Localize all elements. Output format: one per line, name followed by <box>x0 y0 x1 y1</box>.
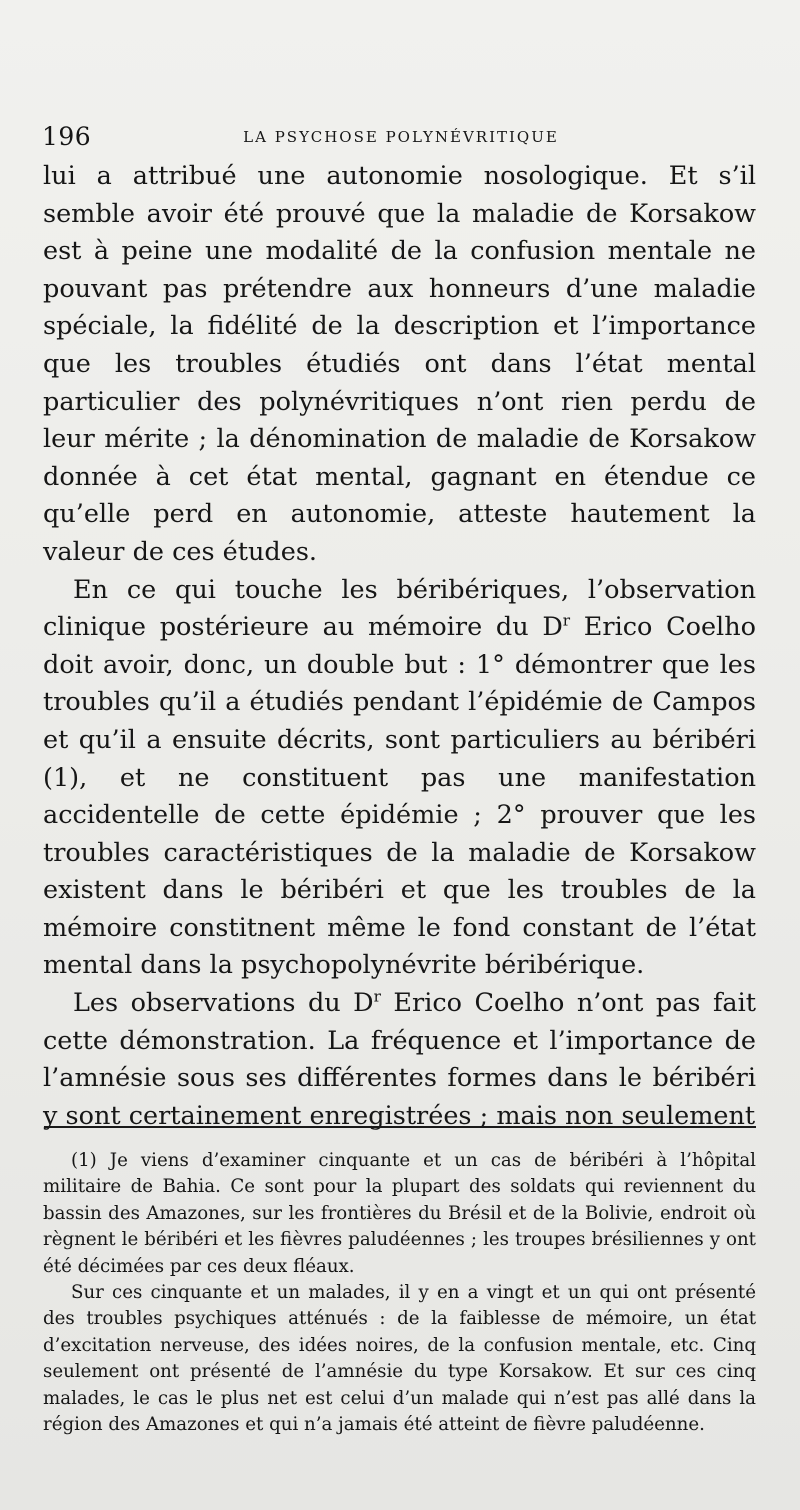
running-head <box>42 122 760 154</box>
doctor-superscript: r <box>562 611 571 630</box>
paragraph-text: Erico Coelho n’ont pas fait cette démonstration. La fréquence et l’importance de l’amnésie sous ses différentes formes dans le béribéri y sont certainement enregistrées ; mais non seulement <box>43 988 756 1131</box>
footnotes <box>43 1148 756 1438</box>
footnote-1: (1) Je viens d’examiner cinquante et un cas de béribéri à l’hôpital militaire de Bahia. Ce sont pour la plupart des soldats qui reviennent du bassin des Amazones, sur les frontières du Brésil et de la Bolivie, endroit où règnent le béribéri et les fièvres paludéennes ; les troupes brésiliennes y ont été décimées par ces deux fléaux. <box>43 1150 756 1277</box>
paragraph-text: En ce qui touche les béribériques, l’observation clinique postérieure au mémoire du D <box>43 574 756 643</box>
footnote-divider <box>44 1126 756 1128</box>
paragraph-text: Erico Coelho doit avoir, donc, un double but : 1° démontrer que les troubles qu’il a étudiés pendant l’épidémie de Campos et qu’il a ensuite décrits, sont particuliers au béribéri (1), et ne constituent pas une manifestation accidentelle de cette épidémie ; 2° prouver que les troubles caractéristiques de la maladie de Korsakow existent dans le béribéri et que les troubles de la mémoire constitnent même le fond constant de l’état mental dans la psychopolynévrite béribérique. <box>43 612 756 981</box>
doctor-superscript: r <box>373 987 381 1006</box>
main-text <box>43 158 756 1135</box>
footnote-1-continuation: Sur ces cinquante et un malades, il y en a vingt et un qui ont présenté des troubles psychiques atténués : de la faiblesse de mémoire, un état d’excitation nerveuse, des idées noires, de la confusion mentale, etc. Cinq seulement ont présenté de l’amnésie du type Korsakow. Et sur ces cinq malades, le cas le plus net est celui d’un malade qui n’est pas allé dans la région des Amazones et qui n’a jamais été atteint de fièvre paludéenne. <box>43 1282 756 1436</box>
paragraph-text: Les observations du D <box>73 988 374 1019</box>
paragraph-continuation: lui a attribué une autonomie nosologique. Et s’il semble avoir été prouvé que la maladie de Korsakow est à peine une modalité de la confusion mentale ne pouvant pas prétendre aux honneurs d’une maladie spéciale, la fidélité de la description et l’importance que les troubles étudiés ont dans l’état mental particulier des polynévritiques n’ont rien perdu de leur mérite ; la dénomination de maladie de Korsakow donnée à cet état mental, gagnant en étendue ce qu’elle perd en autonomie, atteste hautement la valeur de ces études. <box>43 161 756 567</box>
page-number: 196 <box>42 122 92 151</box>
paragraph-observations <box>43 985 756 1135</box>
running-title: LA PSYCHOSE POLYNÉVRITIQUE <box>243 128 559 146</box>
paragraph-beriberiques <box>43 572 756 986</box>
